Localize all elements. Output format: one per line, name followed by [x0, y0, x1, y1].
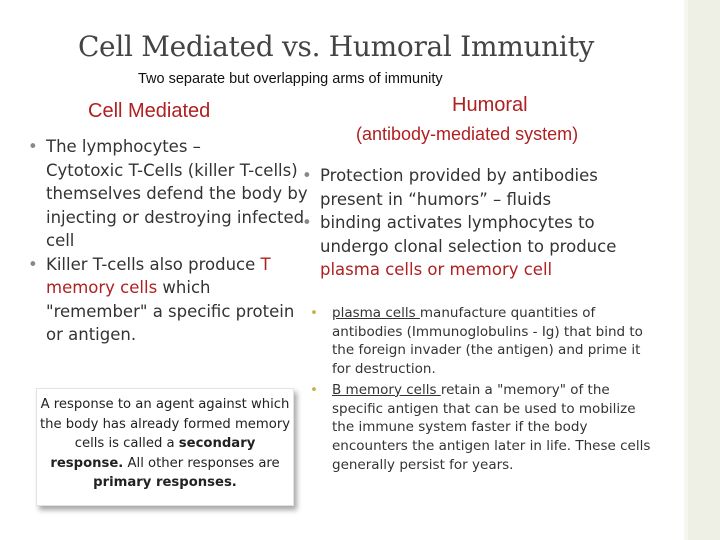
- list-item: [308, 304, 658, 379]
- term: B memory cells: [332, 381, 441, 398]
- bullet-icon: •: [310, 381, 318, 398]
- slide-subtitle: Two separate but overlapping arms of immunity: [138, 71, 443, 87]
- cell-mediated-list: [24, 135, 316, 347]
- highlight-term: T memory cells: [46, 254, 271, 297]
- bullet-icon: •: [28, 254, 38, 274]
- note-bold: secondary response.: [50, 436, 256, 471]
- list-item: [298, 211, 638, 282]
- note-bold: primary responses.: [93, 475, 237, 490]
- humoral-list: [298, 164, 638, 282]
- bullet-text: manufacture quantities of antibodies (Immunoglobulins - Ig) that bind to the foreign invader (the antigen) and prime it for destruction.: [332, 305, 643, 378]
- term: plasma cells: [332, 305, 420, 321]
- note-text: A response to an agent against which the body has already formed memory cells is called a: [39, 397, 291, 451]
- bullet-icon: •: [302, 213, 312, 232]
- bullet-text: Protection provided by antibodies present in “humors” – fluids: [320, 166, 598, 209]
- note-text: All other responses are: [123, 455, 280, 471]
- bullet-text: Killer T-cells also produce: [46, 254, 261, 274]
- bullet-text: The lymphocytes –: [46, 137, 201, 156]
- list-item: [308, 381, 658, 475]
- bullet-text: binding activates lymphocytes to undergo clonal selection to produce: [320, 213, 617, 256]
- list-item: [24, 135, 316, 253]
- highlight-term: plasma cells or memory cell: [320, 260, 553, 279]
- slide-title: Cell Mediated vs. Humoral Immunity: [77, 30, 595, 63]
- side-bar: [688, 0, 720, 540]
- bullet-text: retain a "memory" of the specific antigen that can be used to mobilize the immune system faster if the body encounters the antigen later in life. These cells generally persist for years.: [332, 381, 651, 473]
- bullet-text: Cytotoxic T-Cells (killer T-cells) themselves defend the body by injecting or destroying infected cell: [46, 160, 308, 250]
- list-item: [298, 164, 638, 211]
- bullet-icon: •: [28, 137, 38, 156]
- humoral-sub-list: [308, 304, 658, 476]
- bullet-icon: •: [302, 166, 312, 185]
- bullet-icon: •: [310, 305, 318, 321]
- bullet-text: which "remember" a specific protein or antigen.: [46, 278, 295, 344]
- list-item: [24, 253, 316, 347]
- cell-mediated-heading: Cell Mediated: [88, 100, 211, 122]
- humoral-heading: Humoral: [452, 94, 528, 116]
- info-box: [36, 388, 294, 506]
- humoral-subheading: (antibody-mediated system): [356, 124, 579, 144]
